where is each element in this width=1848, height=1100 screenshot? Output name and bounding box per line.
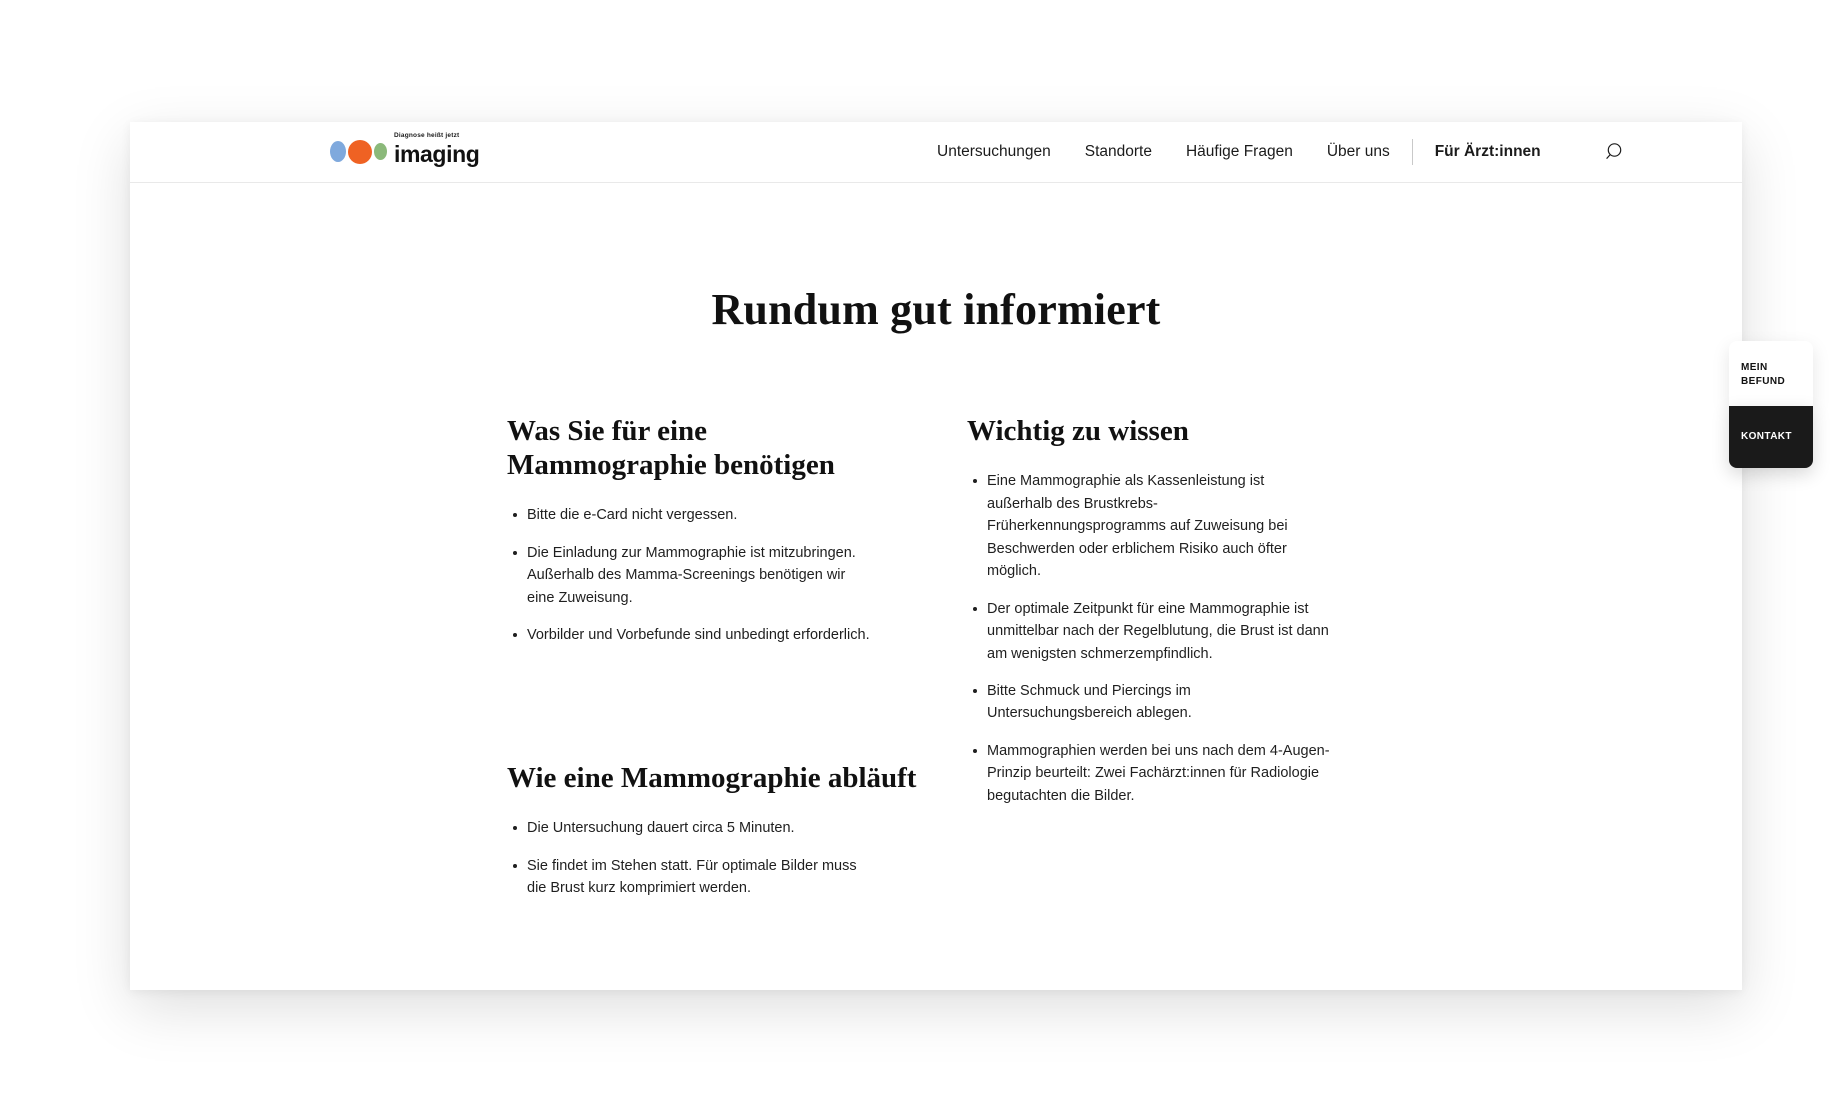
search-icon[interactable]: [1605, 141, 1627, 163]
list-item: Die Einladung zur Mammographie ist mitzubringen. Außerhalb des Mamma-Screenings benötigen wir eine Zuweisung.: [527, 542, 872, 609]
side-tab-kontakt-label: KONTAKT: [1741, 431, 1792, 442]
nav-item-fuer-aerztinnen[interactable]: Für Ärzt:innen: [1434, 143, 1541, 160]
logo-dot-green-icon: [374, 143, 387, 160]
logo-dot-blue-icon: [330, 141, 346, 162]
list-item: Eine Mammographie als Kassenleistung ist außerhalb des Brustkrebs-Früherkennungsprogramms auf Zuweisung bei Beschwerden oder erblichem Risiko auch öfter möglich.: [987, 470, 1332, 582]
site-header: [130, 122, 1742, 183]
side-tabs: [1729, 341, 1813, 468]
section-wichtig: [967, 414, 1367, 822]
section-heading: Was Sie für eine Mammographie benötigen: [507, 415, 835, 482]
list-item: Mammographien werden bei uns nach dem 4-Augen-Prinzip beurteilt: Zwei Fachärzt:innen für Radiologie begutachten die Bilder.: [987, 740, 1332, 807]
side-tab-befund-line2: BEFUND: [1741, 375, 1786, 387]
page-title: Rundum gut informiert: [711, 285, 1161, 335]
list-item: Vorbilder und Vorbefunde sind unbedingt erforderlich.: [527, 624, 872, 646]
logo-wordmark: imaging: [394, 140, 480, 167]
section-list: [507, 504, 907, 646]
nav-item-untersuchungen[interactable]: Untersuchungen: [937, 143, 1051, 160]
main-nav: [920, 122, 1558, 182]
nav-item-haeufige-fragen[interactable]: Häufige Fragen: [1185, 143, 1293, 160]
logo-text: [394, 133, 479, 166]
list-item: Der optimale Zeitpunkt für eine Mammographie ist unmittelbar nach der Regelblutung, die Brust ist dann am wenigsten schmerzempfindlich.: [987, 598, 1332, 665]
list-item: Bitte Schmuck und Piercings im Untersuchungsbereich ablegen.: [987, 680, 1332, 725]
section-benoetigen: [507, 414, 907, 662]
list-item: Sie findet im Stehen statt. Für optimale Bilder muss die Brust kurz komprimiert werden.: [527, 855, 872, 900]
page-content: [130, 183, 1792, 990]
list-item: Bitte die e-Card nicht vergessen.: [527, 504, 872, 526]
section-ablauf: [507, 761, 927, 915]
site-card: [130, 122, 1792, 990]
side-tab-befund-line1: MEIN: [1741, 362, 1768, 373]
side-tab-kontakt[interactable]: [1729, 406, 1813, 468]
nav-divider: [1412, 139, 1413, 165]
side-tab-mein-befund[interactable]: [1729, 341, 1813, 406]
section-heading: Wie eine Mammographie abläuft: [507, 762, 917, 794]
nav-item-standorte[interactable]: Standorte: [1084, 143, 1152, 160]
logo-dot-orange-icon: [348, 140, 372, 164]
section-list: [507, 817, 927, 899]
nav-item-ueber-uns[interactable]: Über uns: [1326, 143, 1390, 160]
site-logo[interactable]: [330, 133, 479, 166]
logo-tagline: Diagnose heißt jetzt: [394, 132, 460, 139]
section-list: [967, 470, 1367, 807]
section-heading: Wichtig zu wissen: [967, 415, 1189, 447]
list-item: Die Untersuchung dauert circa 5 Minuten.: [527, 817, 872, 839]
logo-dots-icon: [330, 140, 387, 164]
